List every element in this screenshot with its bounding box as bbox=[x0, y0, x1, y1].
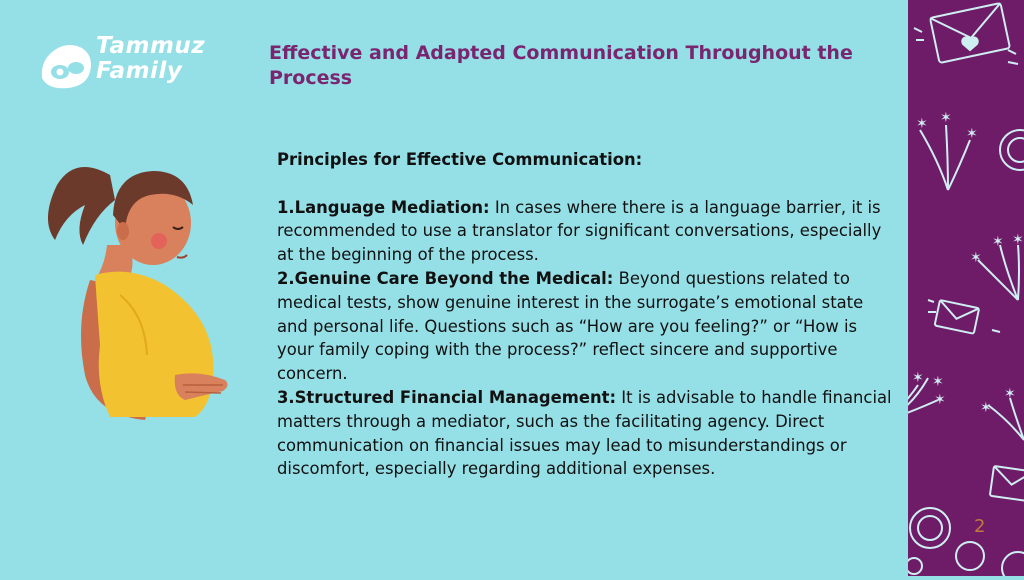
bubbles-icon bbox=[908, 508, 1024, 576]
item-label: 3.Structured Financial Management: bbox=[277, 387, 617, 407]
stars-icon bbox=[916, 110, 978, 190]
stars-icon bbox=[980, 386, 1024, 440]
body-text bbox=[277, 148, 899, 481]
item-text: Beyond questions related to medical tests, show genuine interest in the surrogate’s emotional state and personal life. Questions such as “How are you feeling?” or “How is your family coping with the process?” reflect sincere and supportive concern. bbox=[277, 268, 864, 384]
svg-text:✶: ✶ bbox=[1012, 232, 1024, 248]
heart-icon bbox=[962, 37, 977, 50]
item-label: 2.Genuine Care Beyond the Medical: bbox=[277, 268, 614, 288]
svg-text:✶: ✶ bbox=[932, 374, 944, 390]
stars-icon bbox=[908, 370, 946, 420]
slide-title: Effective and Adapted Communication Throughout the Process bbox=[269, 42, 853, 89]
svg-text:✶: ✶ bbox=[970, 250, 982, 266]
svg-text:✶: ✶ bbox=[916, 116, 928, 132]
svg-text:✶: ✶ bbox=[912, 370, 924, 386]
svg-text:✶: ✶ bbox=[1004, 386, 1016, 402]
envelope-icon bbox=[930, 3, 1010, 63]
pregnant-woman-illustration bbox=[35, 145, 235, 425]
list-item bbox=[277, 196, 899, 267]
envelope-icon bbox=[935, 300, 980, 334]
item-text: In cases where there is a language barrier, it is recommended to use a translator for significant conversations, especially at the beginning of the process. bbox=[277, 197, 882, 265]
item-label: 1.Language Mediation: bbox=[277, 197, 490, 217]
svg-text:✶: ✶ bbox=[934, 392, 946, 408]
logo bbox=[38, 34, 208, 96]
logo-line1: Tammuz bbox=[96, 33, 206, 59]
item-text: It is advisable to handle financial matters through a mediator, such as the facilitating agency. Direct communication on financial issues may lead to misunderstandings or discomfort, especially regarding additional expenses. bbox=[277, 387, 892, 479]
logo-icon bbox=[38, 38, 96, 92]
decorative-panel bbox=[908, 0, 1024, 576]
list-item bbox=[277, 386, 899, 481]
content-heading: Principles for Effective Communication: bbox=[277, 150, 643, 169]
page-number: 2 bbox=[974, 516, 986, 537]
stars-icon bbox=[970, 232, 1024, 300]
logo-line2: Family bbox=[96, 58, 183, 84]
list-item bbox=[277, 267, 899, 386]
svg-text:✶: ✶ bbox=[966, 126, 978, 142]
logo-text bbox=[96, 34, 205, 84]
svg-text:✶: ✶ bbox=[940, 110, 952, 126]
svg-text:✶: ✶ bbox=[980, 400, 992, 416]
envelope-icon bbox=[990, 466, 1024, 501]
svg-text:✶: ✶ bbox=[992, 234, 1004, 250]
panel-decorations bbox=[908, 0, 1024, 576]
